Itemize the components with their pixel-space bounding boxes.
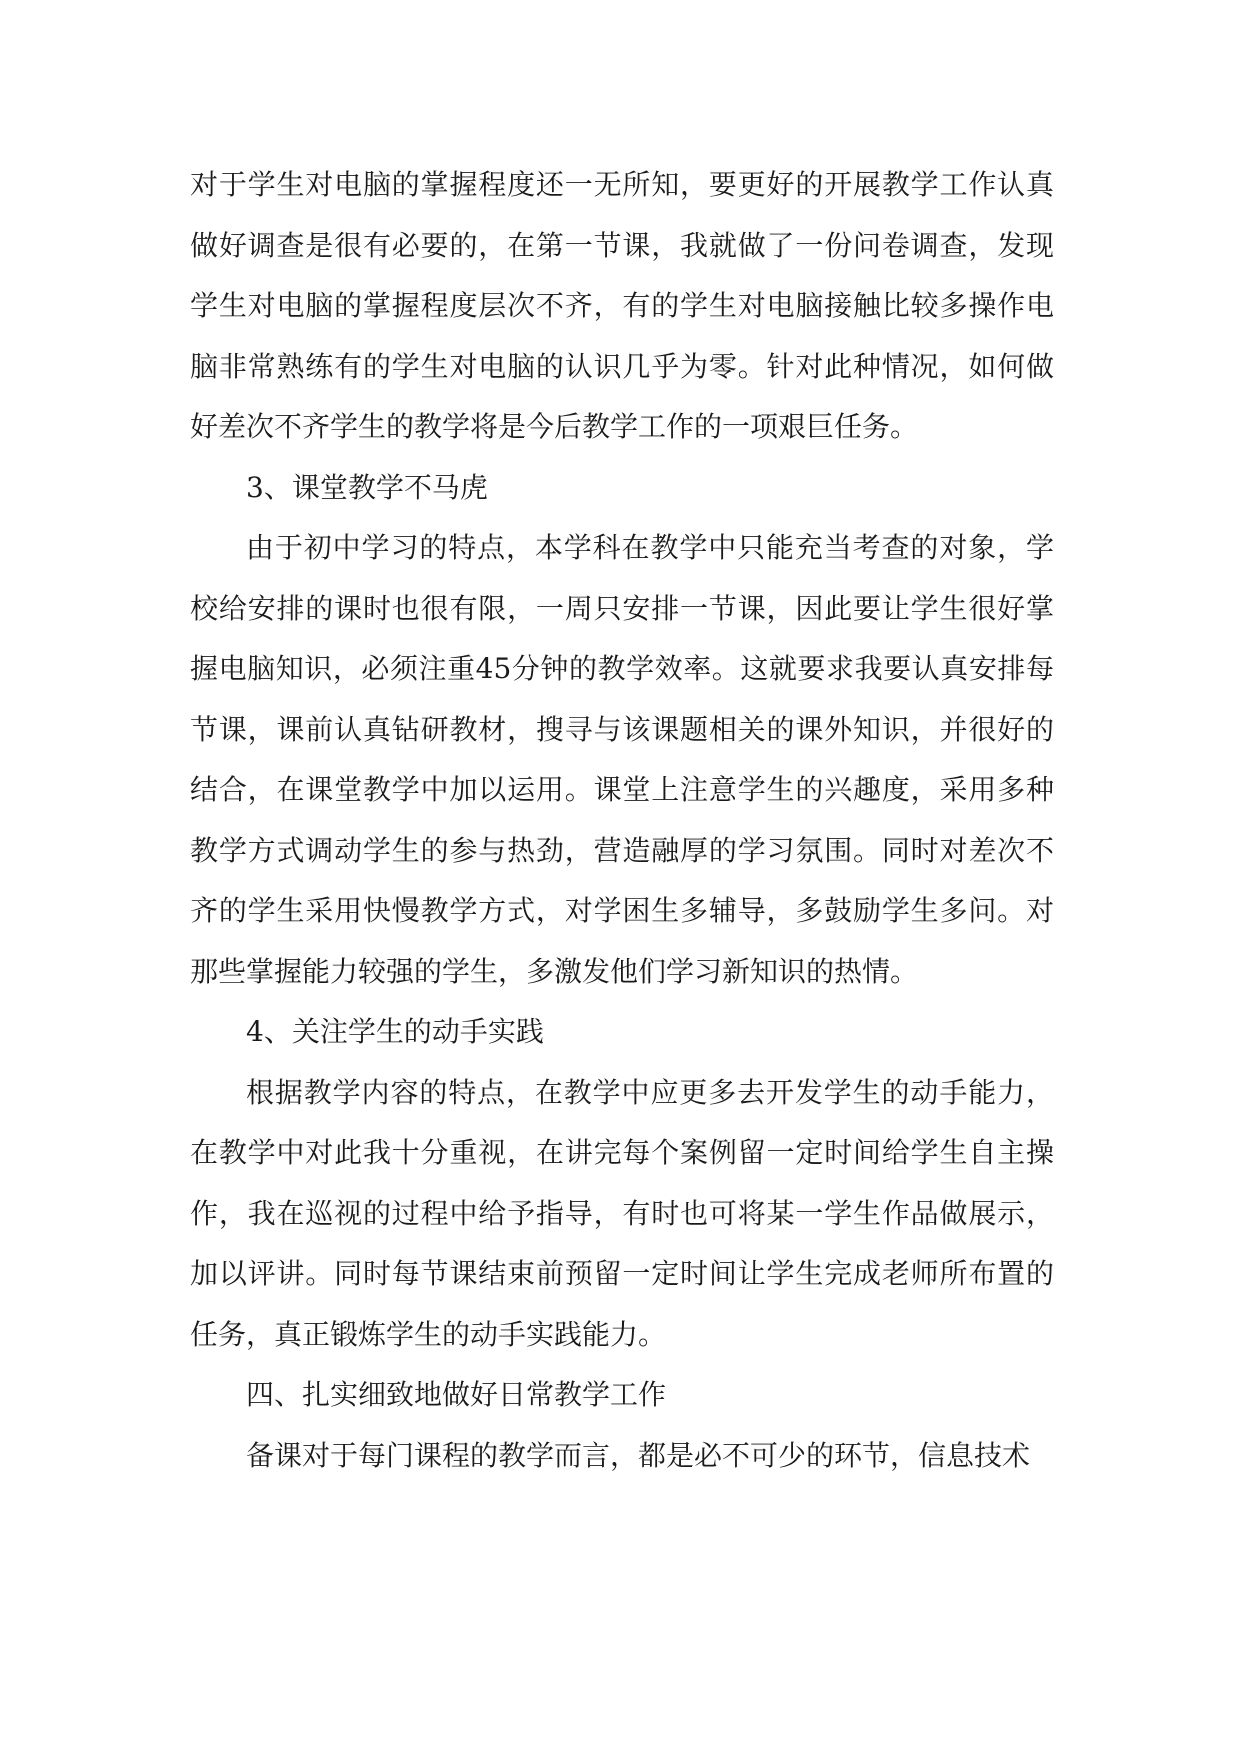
document-body (190, 155, 1054, 1486)
paragraph-hands-on-practice: 根据教学内容的特点，在教学中应更多去开发学生的动手能力，在教学中对此我十分重视，在讲完每个案例留一定时间给学生自主操作，我在巡视的过程中给予指导，有时也可将某一学生作品做展示，加以评讲。同时每节课结束前预留一定时间让学生完成老师所布置的任务，真正锻炼学生的动手实践能力。 (190, 1075, 1054, 1351)
paragraph-classroom-teaching: 由于初中学习的特点，本学科在教学中只能充当考查的对象，学校给安排的课时也很有限，一周只安排一节课，因此要让学生很好掌握电脑知识，必须注重45分钟的教学效率。这就要求我要认真安排每节课，课前认真钻研教材，搜寻与该课题相关的课外知识，并很好的结合，在课堂教学中加以运用。课堂上注意学生的兴趣度，采用多种教学方式调动学生的参与热劲，营造融厚的学习氛围。同时对差次不齐的学生采用快慢教学方式，对学困生多辅导，多鼓励学生多问。对那些掌握能力较强的学生，多激发他们学习新知识的热情。 (190, 531, 1054, 988)
section-heading-hands-on-practice: 4、关注学生的动手实践 (246, 1015, 544, 1048)
section-heading-daily-teaching-work: 四、扎实细致地做好日常教学工作 (246, 1378, 667, 1411)
paragraph-continuation: 对于学生对电脑的掌握程度还一无所知，要更好的开展教学工作认真做好调查是很有必要的，在第一节课，我就做了一份问卷调查，发现学生对电脑的掌握程度层次不齐，有的学生对电脑接触比较多操作电脑非常熟练有的学生对电脑的认识几乎为零。针对此种情况，如何做好差次不齐学生的教学将是今后教学工作的一项艰巨任务。 (190, 168, 1054, 443)
section-heading-classroom-teaching: 3、课堂教学不马虎 (246, 470, 488, 504)
paragraph-lesson-preparation: 备课对于每门课程的教学而言，都是必不可少的环节，信息技术 (246, 1438, 1031, 1472)
